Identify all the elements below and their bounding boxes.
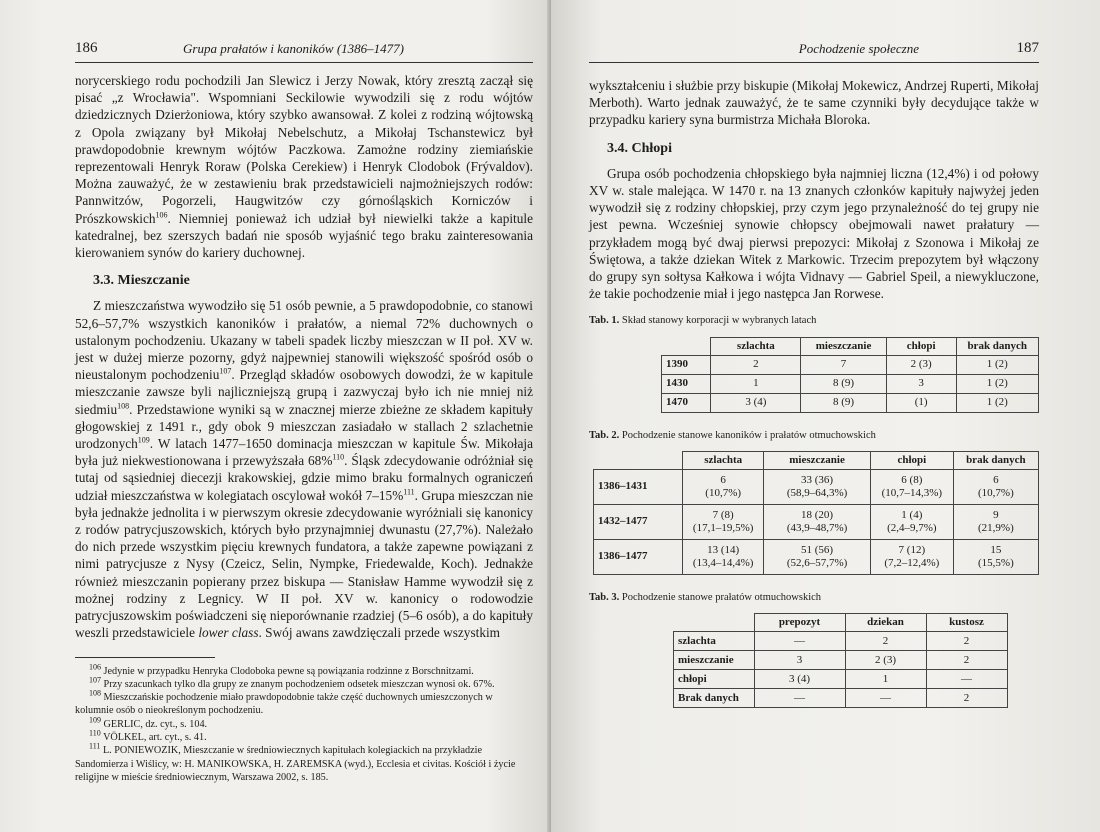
left-page-body — [75, 72, 533, 784]
footnote-ref: 109 — [137, 435, 150, 445]
right-page-body — [589, 77, 1039, 708]
table-cell: 51 (56) (52,6–57,7%) — [764, 539, 871, 574]
table-caption: Tab. 2. Pochodzenie stanowe kanoników i prałatów otmuchowskich — [589, 429, 876, 441]
table-header-cell: chłopi — [870, 451, 953, 469]
table-cell: 33 (36) (58,9–64,3%) — [764, 469, 871, 504]
table-cell: 2 (3) — [886, 355, 956, 374]
section-heading: 3.4. Chłopi — [607, 140, 672, 156]
table-header-cell: kustosz — [926, 614, 1007, 632]
footnote-ref: 111 — [403, 487, 415, 497]
footnote-ref: 106 — [155, 210, 168, 220]
table-cell: 1 (4) (2,4–9,7%) — [870, 504, 953, 539]
table-cell: 3 (4) — [711, 393, 801, 412]
table-cell: (1) — [886, 393, 956, 412]
table-2-block — [589, 427, 1039, 575]
table-cell: 3 — [754, 651, 845, 670]
table-cell: 1 — [845, 670, 926, 689]
table-header-cell: szlachta — [711, 337, 801, 355]
table-row — [662, 374, 1039, 393]
page-number: 187 — [1016, 40, 1039, 56]
table-cell: 1 — [711, 374, 801, 393]
table-cell: 1 (2) — [956, 374, 1039, 393]
table-cell: 7 — [801, 355, 887, 374]
table-row-header: mieszczanie — [674, 651, 755, 670]
table-row-header: 1470 — [662, 393, 711, 412]
running-title: Grupa prałatów i kanoników (1386–1477) — [183, 41, 404, 56]
left-page-header — [75, 40, 533, 63]
table-header-cell: brak danych — [956, 337, 1039, 355]
table-cell: 3 (4) — [754, 670, 845, 689]
table-header-cell: mieszczanie — [764, 451, 871, 469]
table-row — [594, 504, 1039, 539]
footnote-ref: 107 — [219, 366, 232, 376]
table-row-header: 1430 — [662, 374, 711, 393]
table-header-cell: prepozyt — [754, 614, 845, 632]
footnote: $^{107}$ Przy szacunkach tylko dla grupy ze znanym pochodzeniem odsetek mieszczan wynosi ok. 67%. — [89, 675, 495, 690]
page-number: 186 — [75, 40, 98, 56]
table-cell: 2 — [845, 632, 926, 651]
table-cell: 18 (20) (43,9–48,7%) — [764, 504, 871, 539]
table-header-cell: brak danych — [953, 451, 1038, 469]
table-cell: 6 (10,7%) — [953, 469, 1038, 504]
table-2 — [593, 451, 1039, 575]
table-cell: 1 (2) — [956, 355, 1039, 374]
table-cell: 6 (8) (10,7–14,3%) — [870, 469, 953, 504]
table-row — [594, 469, 1039, 504]
table-header-cell: szlachta — [683, 451, 764, 469]
table-cell: 2 — [926, 651, 1007, 670]
table-row — [674, 670, 1008, 689]
paragraph: wykształceniu i służbie przy biskupie (Mikołaj Mokewicz, Andrzej Ruperti, Mikołaj Merboth). Warto jednak zauważyć, że te same czynniki były decydujące także w przypadku kariery syna burmistrza Michała Bloroka. — [589, 78, 1039, 128]
paragraph: norycerskiego rodu pochodzili Jan Slewicz i Jerzy Nowak, który zresztą zaczął się pisać „z Wrocławia". Wspomniani Seckilowie wywodzili się z rodu wójtów dziedzicznych Dzierżoniowa, który szybko awansował. Z kolei z rodziną wójtowską z Opola związany był Mikołaj Nebelschutz, a Mikołaj Tschanstewicz był prawdopodobnie krewnym wójtów Paczkowa. Zamożne rodziny ziemiańskie reprezentowali Henryk Roraw (Polska Cerekiew) i Henryk Clodobok (Frývaldov). Można zauważyć, że w zestawieniu brak przedstawicieli najmożniejszych rodów: Pannwitzów, Pogorzeli, Haugwitzów czy górnośląskich Korniczów i Prószkowskich$^{106}$. Niemniej ponieważ ich udział był niewielki także a kapitule katedralnej, bez szerszych badań nie sposób wyjaśnić tego braku zainteresowania kierowaniem synów do kariery duchownej. — [75, 73, 533, 261]
table-row-header: 1386–1477 — [594, 539, 683, 574]
table-row-header: 1432–1477 — [594, 504, 683, 539]
table-row — [662, 355, 1039, 374]
table-header-cell: mieszczanie — [801, 337, 887, 355]
table-cell: — — [754, 689, 845, 708]
table-cell: 3 — [886, 374, 956, 393]
table-cell: 1 (2) — [956, 393, 1039, 412]
paragraph: Grupa osób pochodzenia chłopskiego była najmniej liczna (12,4%) i od połowy XV w. stale malejąca. W 1470 r. na 13 znanych członków kapituły najwyżej jeden wywodził się z rodziny chłopskiej, przy czym jego przynależność do tej grupy nie jest pewna. Wcześniej synowie chłopscy obejmowali nawet prałatury — przykładem mogą być dwaj pierwsi prepozyci: Mikołaj z Szonowa i Mikołaj ze Świętowa, a także dziekan Witek z Markowic. Trzecim prepozytem był włączony do grupy syn sołtysa Kałkowa i wójta Vidnavy — Gabriel Speil, a niewykluczone, że takie pochodzenie miał i jego następca Jan Rorwese. — [589, 165, 1039, 302]
table-caption: Tab. 1. Skład stanowy korporacji w wybranych latach — [589, 315, 817, 327]
table-cell: 2 (3) — [845, 651, 926, 670]
table-cell: 8 (9) — [801, 374, 887, 393]
footnote: $^{111}$ L. PONIEWOZIK, Mieszczanie w średniowiecznych kapitułach kolegiackich na przykładzie Sandomierza i Wiślicy, w: H. MANIKOWSKA, H. ZAREMSKA (wyd.), Ecclesia et civitas. Kościół i życie religijne w mieście średniowiecznym, Warszawa 2002, s. 185. — [75, 741, 516, 783]
table-cell: 8 (9) — [801, 393, 887, 412]
table-header-row — [662, 337, 1039, 355]
table-cell: 9 (21,9%) — [953, 504, 1038, 539]
table-cell: 6 (10,7%) — [683, 469, 764, 504]
table-row — [594, 539, 1039, 574]
footnote: $^{108}$ Mieszczańskie pochodzenie miało prawdopodobnie także część duchownych umieszczonych w kolumnie osób o nieokreślonym pochodzeniu. — [75, 688, 493, 717]
right-page-header — [589, 40, 1039, 63]
table-cell: 2 — [711, 355, 801, 374]
table-3-block — [589, 589, 1039, 708]
table-1 — [661, 337, 1039, 413]
table-cell: 15 (15,5%) — [953, 539, 1038, 574]
table-3 — [673, 613, 1008, 708]
table-caption: Tab. 3. Pochodzenie stanowe prałatów otmuchowskich — [589, 591, 822, 603]
table-cell: — — [926, 670, 1007, 689]
table-header-cell — [662, 337, 711, 355]
footnote-ref: 108 — [117, 401, 130, 411]
section-heading: 3.3. Mieszczanie — [93, 273, 190, 289]
footnote: $^{109}$ GERLIC, dz. cyt., s. 104. — [89, 715, 208, 730]
table-row-header: szlachta — [674, 632, 755, 651]
table-header-cell — [674, 614, 755, 632]
table-cell: 7 (8) (17,1–19,5%) — [683, 504, 764, 539]
footnotes — [75, 662, 533, 785]
footnote-ref: 110 — [332, 452, 345, 462]
paragraph: Z mieszczaństwa wywodziło się 51 osób pewnie, a 5 prawdopodobnie, co stanowi 52,6–57,7% wszystkich kanoników i prałatów, a niemal 72% duchownych o ustalonym pochodzeniu. Ukazany w tabeli spadek liczby mieszczan w II poł. XV w. jest w dużej mierze pozorny, gdyż najpewniej stanowili większość spośród osób o nieustalonym pochodzeniu$^{107}$. Przegląd składów osobowych dowodzi, że w kapitule mieszczanie zawsze byli najliczniejszą grupą i zazwyczaj było ich nie mniej niż siedmiu$^{108}$. Przedstawione wyniki są w znacznej mierze zbieżne ze składem kapituły głogowskiej z 1491 r., gdy obok 9 mieszczan zasiadało w stallach 2 szlachetnie urodzonych$^{109}$. W latach 1477–1650 dominacja mieszczan w kapitule Św. Mikołaja była już niekwestionowana i przewyższała 68%$^{110}$. Śląsk zdecydowanie odróżniał się tutaj od sąsiedniej diecezji krakowskiej, gdzie mimo braku formalnych ograniczeń udział mieszczaństwa w kolegiatach oscylował wokół 7–15%$^{111}$. Grupa mieszczan nie była jednakże jednolita i w pierwszym okresie zdecydowanie wyróżniali się kanonicy z rodów patrycjuszowskich, których było przynajmniej dwunastu (27,7%). Należało do nich przede wszystkim pięciu krewnych fundatora, a także zapewne powiązani z nimi patrycjusze z Nysy (Czeicz, Selin, Nympke, Friedewalde, Koch). Jednakże również mieszczanin popierany przez biskupa — Stanisław Hamme wywodził się z możnej rodziny z Legnicy. W II poł. XV w. kanonicy o rodowodzie patrycjuszowskim poświadczeni się nieporównanie rzadziej (5–6 osób), a do kapituły weszli przedstawiciele lower class. Swój awans zawdzięczali przede wszystkim — [75, 298, 533, 641]
footnote: $^{110}$ VÖLKEL, art. cyt., s. 41. — [89, 728, 207, 743]
table-header-cell: dziekan — [845, 614, 926, 632]
table-header-row — [594, 451, 1039, 469]
table-row — [674, 632, 1008, 651]
table-cell: 2 — [926, 689, 1007, 708]
table-row-header: Brak danych — [674, 689, 755, 708]
table-row-header: 1386–1431 — [594, 469, 683, 504]
table-header-row — [674, 614, 1008, 632]
right-page — [551, 0, 1100, 832]
table-header-cell — [594, 451, 683, 469]
running-title: Pochodzenie społeczne — [798, 41, 919, 56]
table-cell: — — [845, 689, 926, 708]
table-header-cell: chłopi — [886, 337, 956, 355]
table-1-block — [589, 312, 1039, 412]
table-row-header: chłopi — [674, 670, 755, 689]
table-row-header: 1390 — [662, 355, 711, 374]
table-row — [674, 689, 1008, 708]
table-cell: 2 — [926, 632, 1007, 651]
footnote-rule — [75, 657, 215, 658]
table-row — [674, 651, 1008, 670]
table-cell: 13 (14) (13,4–14,4%) — [683, 539, 764, 574]
footnote: $^{106}$ Jedynie w przypadku Henryka Clodoboka pewne są powiązania rodzinne z Borschnitzami. — [89, 662, 474, 677]
table-cell: 7 (12) (7,2–12,4%) — [870, 539, 953, 574]
table-row — [662, 393, 1039, 412]
table-cell: — — [754, 632, 845, 651]
